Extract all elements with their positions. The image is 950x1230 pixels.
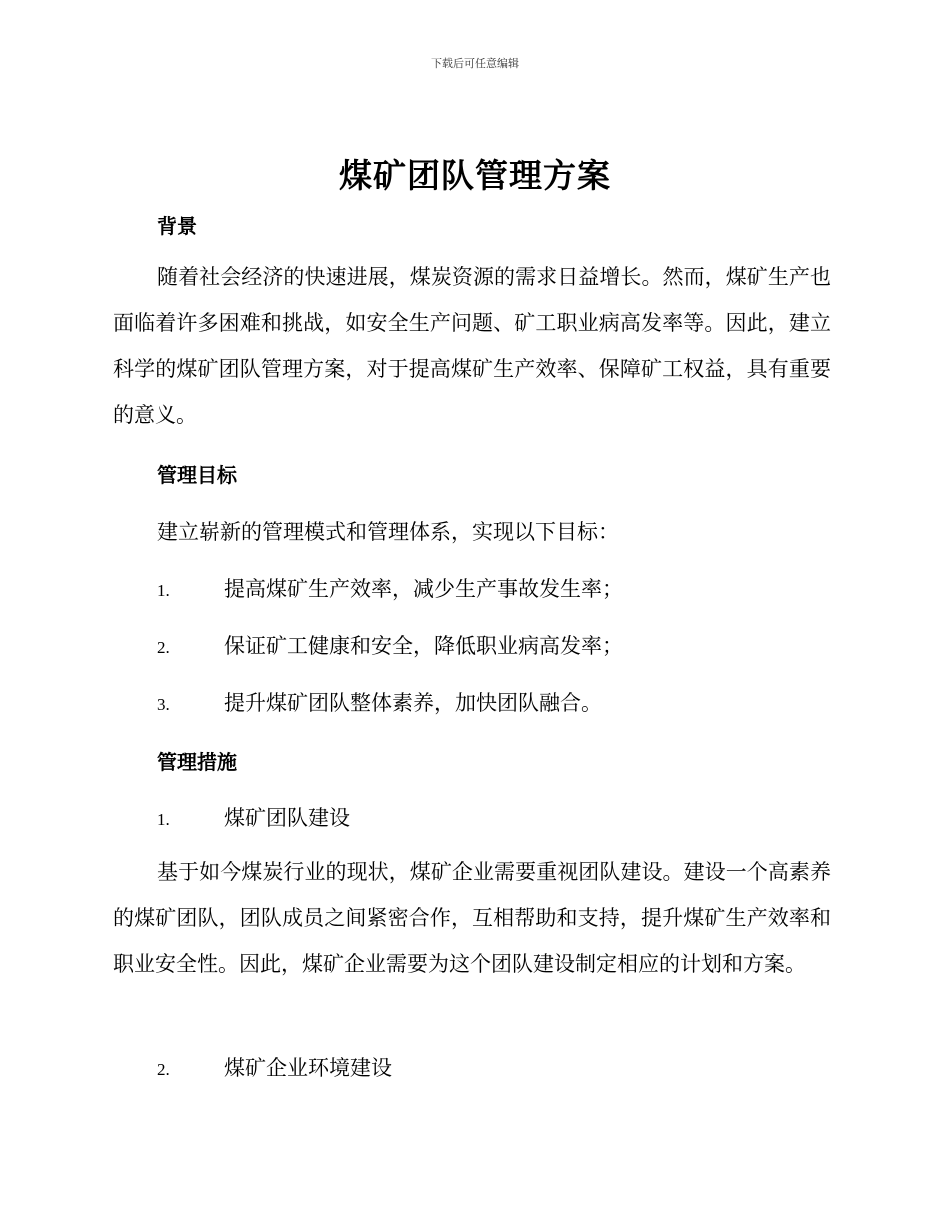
goal-item-2 xyxy=(157,630,623,660)
measure-item-2 xyxy=(157,1052,392,1082)
list-text: 煤矿团队建设 xyxy=(224,806,350,830)
list-number: 3. xyxy=(157,695,170,714)
goals-intro: 建立崭新的管理模式和管理体系，实现以下目标： xyxy=(157,520,619,544)
list-text: 提升煤矿团队整体素养，加快团队融合。 xyxy=(224,691,602,715)
measure-item-1 xyxy=(157,802,350,832)
background-paragraph: 随着社会经济的快速进展，煤炭资源的需求日益增长。然而，煤矿生产也面临着许多困难和挑战，如安全生产问题、矿工职业病高发率等。因此，建立科学的煤矿团队管理方案，对于提高煤矿生产效率、保障矿工权益，具有重要的意义。 xyxy=(113,265,831,427)
goal-item-1 xyxy=(157,573,623,603)
list-text: 保证矿工健康和安全，降低职业病高发率； xyxy=(224,634,623,658)
section-heading-measures: 管理措施 xyxy=(157,750,237,774)
header-note: 下载后可任意编辑 xyxy=(431,57,519,70)
list-number: 1. xyxy=(157,810,170,829)
section-heading-goals: 管理目标 xyxy=(157,463,237,487)
section-heading-background: 背景 xyxy=(157,214,197,238)
list-number: 1. xyxy=(157,581,170,600)
list-text: 煤矿企业环境建设 xyxy=(224,1056,392,1080)
measure-1-paragraph: 基于如今煤炭行业的现状，煤矿企业需要重视团队建设。建设一个高素养的煤矿团队，团队成员之间紧密合作，互相帮助和支持，提升煤矿生产效率和职业安全性。因此，煤矿企业需要为这个团队建设制定相应的计划和方案。 xyxy=(113,860,831,976)
list-text: 提高煤矿生产效率，减少生产事故发生率； xyxy=(224,577,623,601)
list-number: 2. xyxy=(157,1060,170,1079)
goal-item-3 xyxy=(157,687,602,717)
document-title: 煤矿团队管理方案 xyxy=(339,156,611,195)
list-number: 2. xyxy=(157,638,170,657)
